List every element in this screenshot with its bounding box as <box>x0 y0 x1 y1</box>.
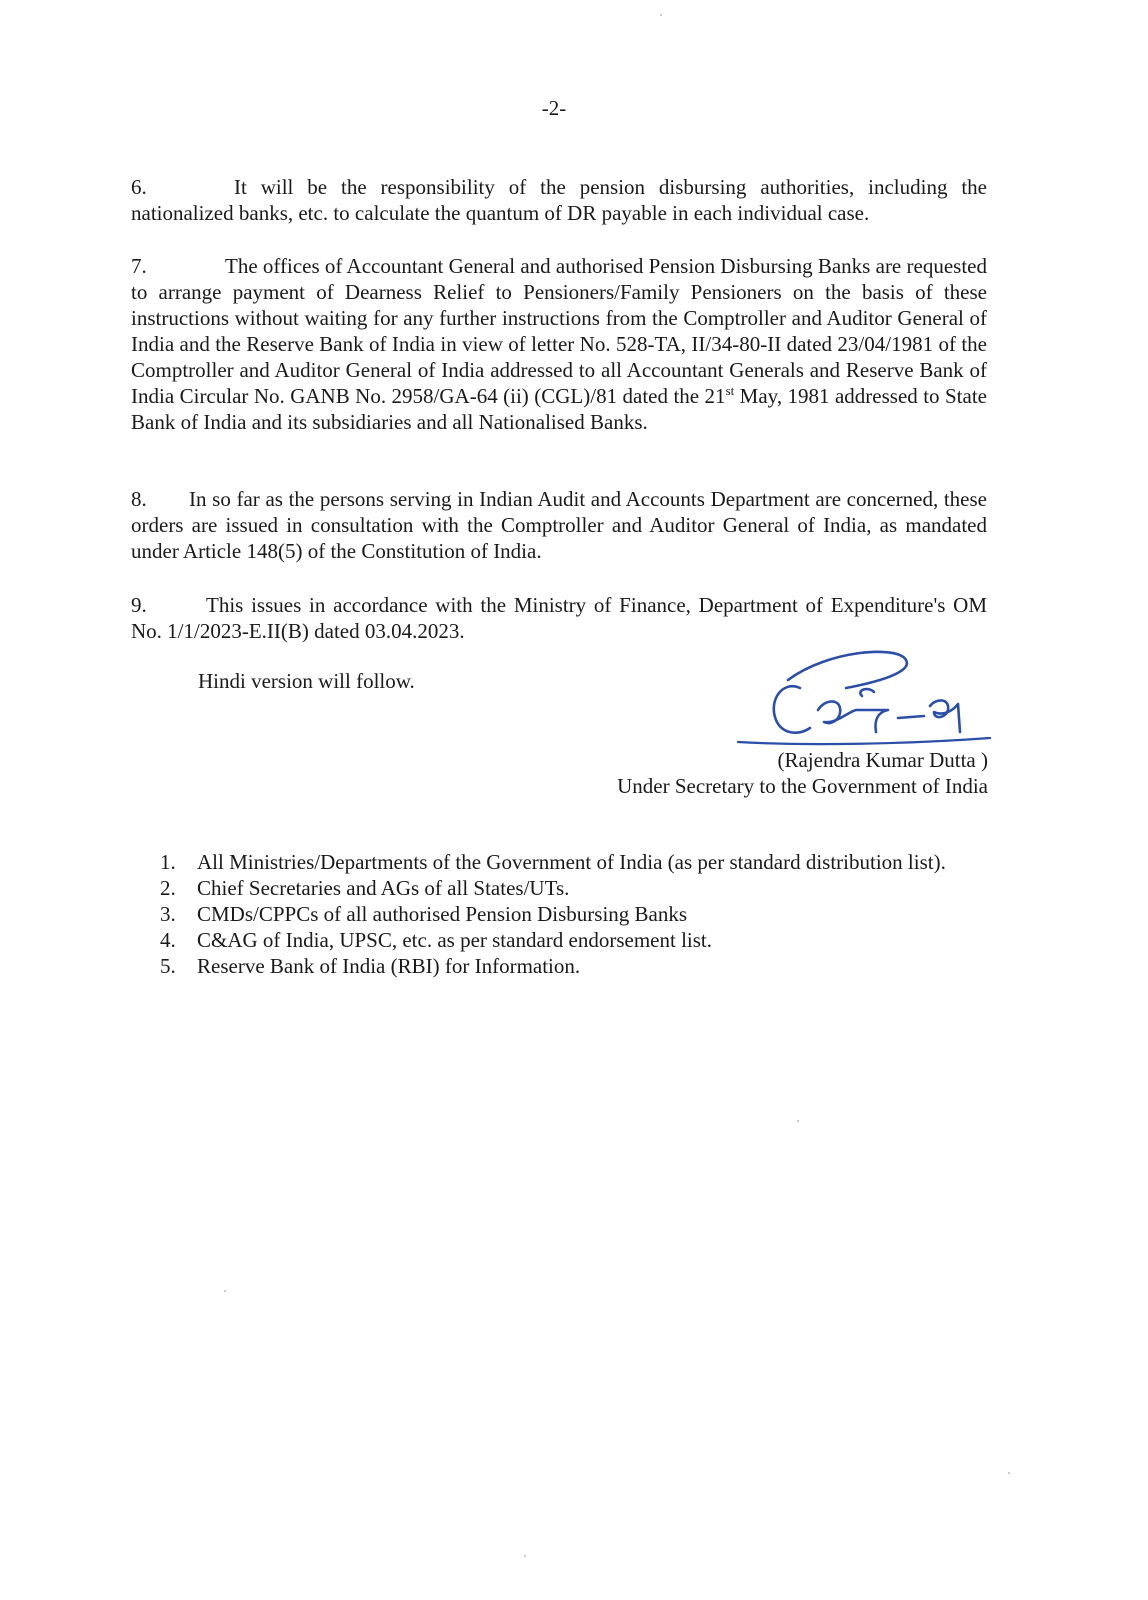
list-item-text: All Ministries/Departments of the Government of India (as per standard distribution list). <box>197 850 946 874</box>
list-item-text: Chief Secretaries and AGs of all States/UTs. <box>197 876 570 900</box>
list-item <box>160 901 980 927</box>
signatory-title: Under Secretary to the Government of India <box>617 774 988 798</box>
paragraph-number: 8. <box>131 487 147 511</box>
page-number: -2- <box>541 96 567 120</box>
scan-speck <box>797 1120 799 1122</box>
list-item-text: CMDs/CPPCs of all authorised Pension Disbursing Banks <box>197 902 688 926</box>
paragraph-8 <box>131 486 987 564</box>
list-item-text: C&AG of India, UPSC, etc. as per standard endorsement list. <box>197 928 712 952</box>
list-item <box>160 953 980 979</box>
list-item <box>160 875 980 901</box>
paragraph-text: The offices of Accountant General and authorised Pension Disbursing Banks are requested to arrange payment of Dearness Relief to Pensioners/Family Pensioners on the basis of these instructions without waiting for any further instructions from the Comptroller and Auditor General of India and the Reserve Bank of India in view of letter No. 528-TA, II/34-80-II dated 23/04/1981 of the Comptroller and Auditor General of India addressed to all Accountant Generals and Reserve Bank of India Circular No. GANB No. 2958/GA-64 (ii) (CGL)/81 dated the 21 <box>131 254 987 408</box>
paragraph-7 <box>131 253 987 435</box>
paragraph-number: 9. <box>131 593 147 617</box>
scan-speck <box>660 14 662 16</box>
paragraph-6 <box>131 174 987 226</box>
distribution-list <box>160 849 980 979</box>
handwritten-signature <box>728 640 998 760</box>
paragraph-number: 6. <box>131 175 147 199</box>
scan-speck <box>1008 1472 1010 1474</box>
paragraph-9 <box>131 592 987 644</box>
list-item-number: 5. <box>160 954 176 978</box>
signatory-name: (Rajendra Kumar Dutta ) <box>777 748 988 772</box>
list-item <box>160 849 980 875</box>
scan-speck <box>524 1555 526 1557</box>
paragraph-text-continued: May, 1981 addressed to State Bank of India and its subsidiaries and all Nationalised Banks. <box>131 384 987 434</box>
paragraph-number: 7. <box>131 254 147 278</box>
paragraph-text: It will be the responsibility of the pension disbursing authorities, including the nationalized banks, etc. to calculate the quantum of DR payable in each individual case. <box>131 175 987 225</box>
ordinal-superscript: st <box>725 383 735 398</box>
list-item-number: 4. <box>160 928 176 952</box>
list-item-number: 1. <box>160 850 176 874</box>
hindi-version-note: Hindi version will follow. <box>198 669 415 693</box>
paragraph-text: In so far as the persons serving in Indian Audit and Accounts Department are concerned, these orders are issued in consultation with the Comptroller and Auditor General of India, as mandated under Article 148(5) of the Constitution of India. <box>131 487 987 563</box>
scan-speck <box>224 1290 226 1292</box>
list-item <box>160 927 980 953</box>
list-item-text: Reserve Bank of India (RBI) for Information. <box>197 954 581 978</box>
paragraph-text: This issues in accordance with the Ministry of Finance, Department of Expenditure's OM No. 1/1/2023-E.II(B) dated 03.04.2023. <box>131 593 987 643</box>
list-item-number: 2. <box>160 876 176 900</box>
list-item-number: 3. <box>160 902 176 926</box>
